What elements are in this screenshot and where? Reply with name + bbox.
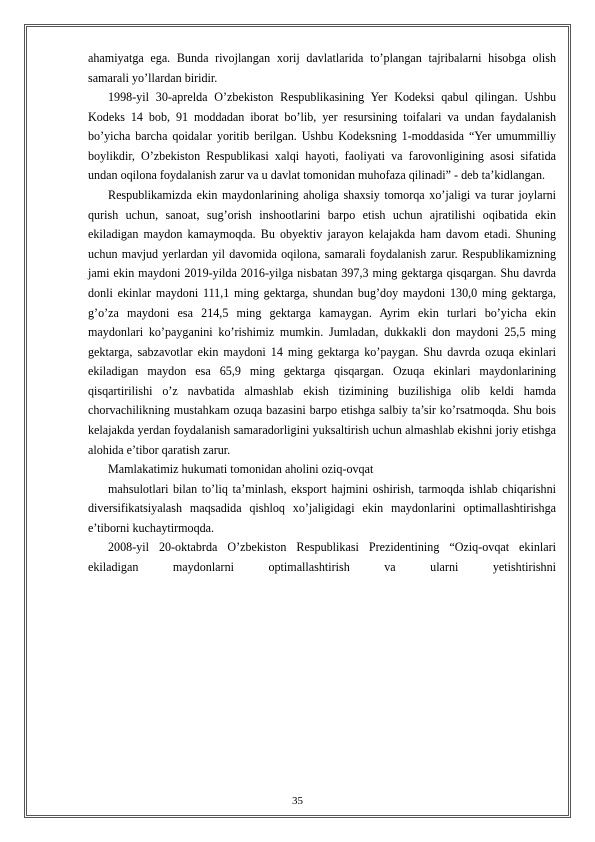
paragraph: 2008-yil 20-oktabrda O’zbekiston Respublikasi Prezidentining “Oziq-ovqat ekinlari ekiladigan maydonlarni optimallashtirish va ularni yetishtirishni [88,540,556,575]
paragraph: Respublikamizda ekin maydonlarining aholiga shaxsiy tomorqa xo’jaligi va turar joylarni qurish uchun, sanoat, sug’orish inshootlarini barpo etish uchun ajratilishi oqibatida ekin ekiladigan maydon kamaymoqda. Bu obyektiv jarayon kelajakda ham davom etadi. Shuning uchun mavjud yerlardan yil davomida oqilona, samarali foydalanish zarur. Respublikamizning jami ekin maydoni 2019-yilda 2016-yilga nisbatan 397,3 ming gektarga qisqargan. Shu davrda donli ekinlar maydoni 111,1 ming gektarga, shundan bug’doy maydoni 130,0 ming gektarga, g’o’za maydoni esa 214,5 ming gektarga kamaygan. Ayrim ekin turlari bo’yicha ekin maydonlari ko’payganini ko’rishimiz mumkin. Jumladan, dukkakli don maydoni 25,5 ming gektarga, sabzavotlar ekin maydoni 14 ming gektarga ko’paygan. Shu davrda ozuqa ekinlari ekiladigan maydon esa 65,9 ming gektarga qisqargan. Ozuqa ekinlari maydonlarining qisqartirilishi o’z navbatida almashlab ekish tizimining buzilishiga olib keldi hamda chorvachilikning mustahkam ozuqa bazasini barpo etishga salbiy ta’sir ko’rsatmoqda. Shu bois kelajakda yerdan foydalanish samaradorligini yuksaltirish uchun almashlab ekishni joriy etishga alohida e’tibor qaratish zarur. [88,188,556,457]
paragraph: 1998-yil 30-aprelda O’zbekiston Respublikasining Yer Kodeksi qabul qilingan. Ushbu Kodeks 14 bob, 91 moddadan iborat bo’lib, yer resursining toifalari va undan faydalanish bo’yicha barcha qoidalar yoritib berilgan. Ushbu Kodeksning 1-moddasida “Yer umummilliy boylikdir, O’zbekiston Respublikasi xalqi hayoti, faoliyati va farovonligining asosi sifatida undan oqilona foydalanish zarur va u davlat tomonidan muhofaza qilinadi” - deb ta’kidlangan. [88,90,556,183]
page-number: 35 [292,795,303,807]
paragraph: Mamlakatimiz hukumati tomonidan aholini oziq-ovqat [108,462,374,477]
paragraph: ahamiyatga ega. Bunda rivojlangan xorij davlatlarida to’plangan tajribalarni hisobga olish samarali yo’llardan biridir. [88,51,556,85]
paragraph: mahsulotlari bilan to’liq ta’minlash, eksport hajmini oshirish, tarmoqda ishlab chiqarishni diversifikatsiyalash maqsadida qishloq xo’jaligidagi ekin maydonlarini optimallashtirishga e’tiborni kuchaytirmoqda. [88,481,556,535]
document-body [88,49,556,578]
